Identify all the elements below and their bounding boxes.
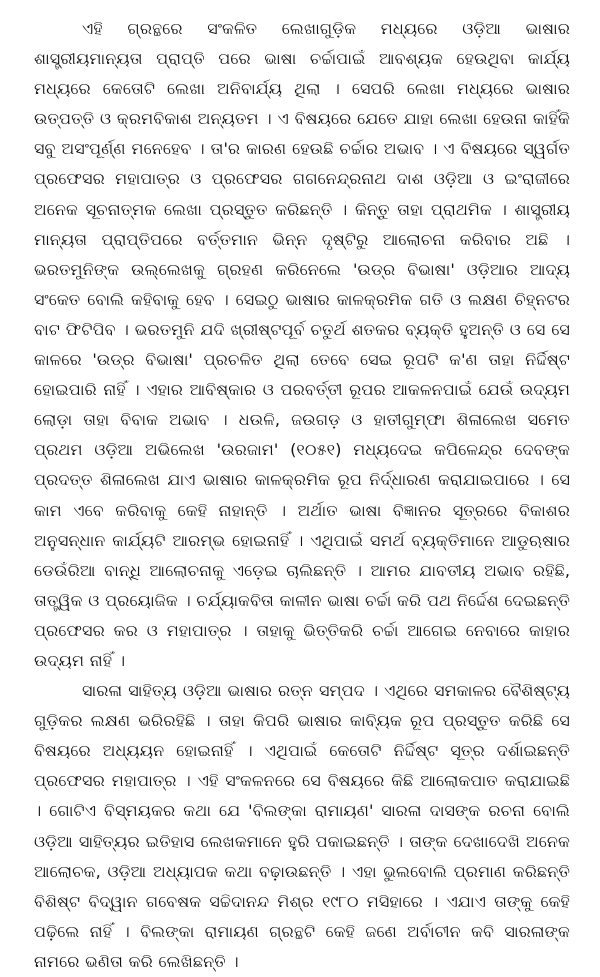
paragraph: ଏହି ଗ୍ରନ୍ଥରେ ସଂକଳିତ ଲେଖାଗୁଡ଼ିକ ମଧ୍ୟରେ ଓଡ଼ିଆ ଭାଷାର ଶାସ୍ତ୍ରୀୟମାନ୍ୟତା ପ୍ରାପ୍ତି ପରେ ଭାଷା ଚର୍ଚ୍ଚାପାଇଁ ଆବଶ୍ୟକ ହେଉଥିବା କାର୍ଯ୍ୟ ମଧ୍ୟରେ କେତୋଟି ଲେଖା ଅନିବାର୍ଯ୍ୟ ଥିଲା । ସେପରି ଲେଖା ମଧ୍ୟରେ ଭାଷାର ଉତ୍ପତ୍ତି ଓ କ୍ରମବିକାଶ ଅନ୍ୟତମ । ଏ ବିଷୟରେ ଯେତେ ଯାହା ଲେଖା ହେଉନା କାହିଁକି ସବୁ ଅସଂପୂର୍ଣ୍ଣ ମନେହେବ । ତା'ର କାରଣ ହେଉଛି ଚର୍ଚ୍ଚାର ଅଭାବ । ଏ ବିଷୟରେ ସ୍ୱର୍ଗତ ପ୍ରଫେସର ମହାପାତ୍ର ଓ ପ୍ରଫେସର ଗଗନେନ୍ଦ୍ରନାଥ ଦାଶ ଓଡ଼ିଆ ଓ ଇଂରାଜୀରେ ଅନେକ ସୂଚନାତ୍ମକ ଲେଖା ପ୍ରସ୍ତୁତ କରିଛନ୍ତି । କିନ୍ତୁ ତାହା ପ୍ରାଥମିକ । ଶାସ୍ତ୍ରୀୟ ମାନ୍ୟତା ପ୍ରାପ୍ତିପରେ ବର୍ତ୍ତମାନ ଭିନ୍ନ ଦୃଷ୍ଟିରୁ ଆଲୋଚନା କରିବାର ଅଛି । ଭରତମୁନିଙ୍କ ଉଲ୍ଲେଖକୁ ଗ୍ରହଣ କରିନେଲେ 'ଉଡ୍ର ବିଭାଷା' ଓଡ଼ିଆର ଆଦ୍ୟ ସଂକେତ ବୋଲି କହିବାକୁ ହେବ । ସେଇଠୁ ଭାଷାର କାଳକ୍ରମିକ ଗତି ଓ ଲକ୍ଷଣ ଚିହ୍ନଟର ବାଟ ଫିଟିପିବ । ଭରତମୁନି ଯଦି ଖ୍ରୀଷ୍ଟପୂର୍ବ ଚତୁର୍ଥ ଶତକର ବ୍ୟକ୍ତି ହୁଅନ୍ତି ଓ ସେ ସେ କାଳରେ 'ଉଡ୍ର ବିଭାଷା' ପ୍ରଚଳିତ ଥିଲା ତେବେ ସେଇ ରୂପଟି କ'ଣ ତାହା ନିର୍ଦ୍ଦିଷ୍ଟ ହୋଇପାରି ନାହିଁ । ଏହାର ଆବିଷ୍କାର ଓ ପରବର୍ତ୍ତୀ ରୂପର ଆକଳନପାଇଁ ଯେଉଁ ଉଦ୍ୟମ ଲୋଡ଼ା ତାହା ବିବାକ ଅଭାବ । ଧଉଳି, ଜଉଗଡ଼ ଓ ହାତୀଗୁମ୍ଫା ଶିଳାଲେଖ ସମେତ ପ୍ରଥମ ଓଡ଼ିଆ ଅଭିଲେଖ 'ଉରଜାମ' (୧୦୫୧) ମଧ୍ୟଦେଇ କପିଳେନ୍ଦ୍ର ଦେବଙ୍କ ପ୍ରଦତ୍ତ ଶିଳାଲେଖ ଯାଏ ଭାଷାର କାଳକ୍ରମିକ ରୂପ ନିର୍ଦ୍ଧାରଣ କରାଯାଇପାରେ । ସେ କାମ ଏବେ କରିବାକୁ କେହି ନାହାନ୍ତି । ଅର୍ଥାତ ଭାଷା ବିଜ୍ଞାନର ସୂତ୍ରରେ ବିକାଶର ଅନୁସନ୍ଧାନ କାର୍ଯ୍ୟଟି ଆରମ୍ଭ ହୋଇନାହିଁ । ଏଥିପାଇଁ ସମର୍ଥ ବ୍ୟକ୍ତିମାନେ ଆଡୁଋଷାର ଡେଉଁରିଆ ବାନ୍ଧି ଆଲୋଚନାକୁ ଏଡ଼େଇ ଚାଲିଛନ୍ତି । ଆମର ଯାବତୀୟ ଅଭାବ ରହିଛି, ତାତ୍ତ୍ୱିକ ଓ ପ୍ରୟୋଜିକ । ଚର୍ଯ୍ୟାକବିତା କାଳୀନ ଭାଷା ଚର୍ଚ୍ଚା କରି ପଥ ନିର୍ଦ୍ଦେଶ ଦେଇଛନ୍ତି ପ୍ରଫେସର କର ଓ ମହାପାତ୍ର । ତାହାକୁ ଭିତ୍ତିକରି ଚର୍ଚ୍ଚା ଆଗେଇ ନେବାରେ କାହାର ଉଦ୍ୟମ ନାହିଁ । bbox=[34, 19, 570, 670]
book-page bbox=[34, 14, 570, 977]
paragraph: ସାରଳା ସାହିତ୍ୟ ଓଡ଼ିଆ ଭାଷାର ରତ୍ନ ସମ୍ପଦ । ଏଥିରେ ସମକାଳର ବୈଶିଷ୍ଟ୍ୟ ଗୁଡ଼ିକର ଲକ୍ଷଣ ଭରିରହିଛି । ତାହା କିପରି ଭାଷାର କାବ୍ୟିକ ରୂପ ପ୍ରସ୍ତୁତ କରିଛି ସେ ବିଷୟରେ ଅଧ୍ୟୟନ ହୋଇନାହିଁ । ଏଥିପାଇଁ କେତୋଟି ନିର୍ଦ୍ଦିଷ୍ଟ ସୂତ୍ର ଦର୍ଶାଇଛନ୍ତି ପ୍ରଫେସର ମହାପାତ୍ର । ଏହି ସଂକଳନରେ ସେ ବିଷୟରେ କିଛି ଆଲୋକପାତ କରାଯାଇଛି । ଗୋଟିଏ ବିସ୍ମୟକର କଥା ଯେ 'ବିଲଙ୍କା ରାମାୟଣ' ସାରଳା ଦାସଙ୍କ ରଚନା ବୋଲି ଓଡ଼ିଆ ସାହିତ୍ୟର ଇତିହାସ ଲେଖକମାନେ ହୁରି ପକାଇଛନ୍ତି । ତାଙ୍କ ଦେଖାଦେଖି ଅନେକ ଆଲୋଚକ, ଓଡ଼ିଆ ଅଧ୍ୟାପକ କଥା ବଢ଼ାଉଛନ୍ତି । ଏହା ଭୁଲବୋଲି ପ୍ରମାଣ କରିଛନ୍ତି ବିଶିଷ୍ଟ ବିଦ୍ୱାନ ଗବେଷକ ସଚ୍ଚିଦାନନ୍ଦ ମିଶ୍ର ୧୯୮୦ ମସିହାରେ । ଏଯାଏ ତାଙ୍କୁ କେହି ପଢ଼ିଲେ ନାହିଁ । ବିଲଙ୍କା ରାମାୟଣ ଗ୍ରନ୍ଥଟି କେହି ଜଣେ ଅର୍ବାଚୀନ କବି ସାରଳାଙ୍କ ନାମରେ ଭଣିତା କରି ଲେଖିଛନ୍ତି । bbox=[34, 681, 570, 971]
